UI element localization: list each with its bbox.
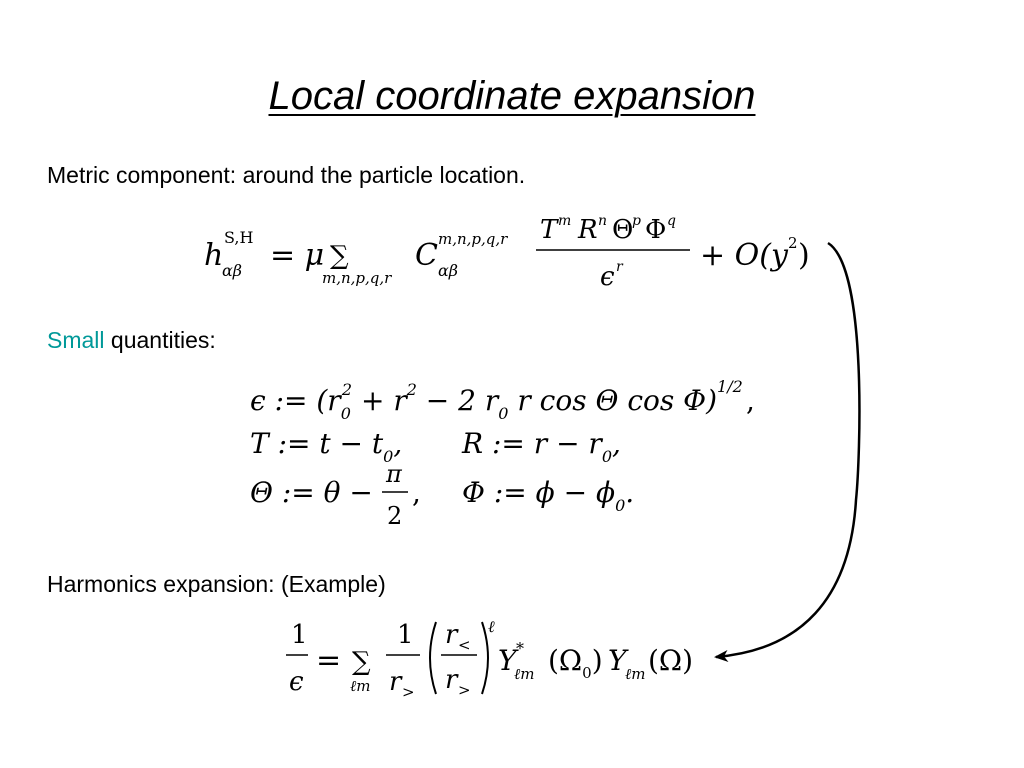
eps-part-c: − 2 r (416, 384, 499, 417)
Y1-arg-open: (Ω (548, 644, 583, 677)
slide-title: Local coordinate expansion (268, 74, 756, 118)
eps-sup-2a: 2 (341, 380, 353, 399)
equals-mu: = μ (270, 238, 325, 273)
h-superscript: S,H (224, 228, 254, 247)
eps-part-d: r cos Θ cos Φ) (508, 384, 718, 417)
T-definition (250, 427, 402, 466)
Y-star-subscript: ℓm (514, 665, 535, 683)
Y-star-symbol: Y (498, 644, 517, 677)
frac2-numerator: 1 (397, 620, 414, 650)
R-def-text: R := r − r (462, 427, 602, 460)
small-quantities-equations (250, 377, 755, 530)
exp-n: n (598, 213, 608, 229)
exp-m: m (558, 213, 572, 229)
sum-symbol: ∑ (330, 241, 349, 271)
harmonics-equals: = (316, 643, 342, 678)
small-label-rest: quantities: (104, 327, 216, 353)
Y-star-superscript: * (516, 639, 524, 658)
ratio-numerator: r (445, 620, 458, 650)
frac1-numerator: 1 (291, 620, 308, 650)
Y1-arg-sub: 0 (582, 664, 592, 682)
eps-sup-2b: 2 (406, 380, 417, 399)
Y-subscript: ℓm (625, 665, 646, 683)
pi-denominator: 2 (387, 502, 403, 530)
R-comma: , (612, 427, 621, 460)
eps-sub-0b: 0 (498, 404, 509, 423)
C-superscript: m,n,p,q,r (438, 230, 508, 248)
C-subscript: αβ (438, 261, 459, 280)
eps-part-b: + r (352, 384, 407, 417)
T-def-text: T := t − t (250, 427, 384, 460)
sum-subscript: m,n,p,q,r (322, 269, 392, 287)
frac2-denominator-sub: > (402, 683, 415, 701)
big-O-close: ) (798, 238, 810, 273)
h-symbol: h (204, 238, 224, 273)
numerator-R: R (578, 215, 598, 245)
Y-star-argument (548, 644, 603, 682)
left-paren (430, 622, 436, 694)
harmonics-sum: ∑ (352, 647, 371, 677)
ratio-denominator: r (445, 665, 458, 695)
ratio-power: ℓ (488, 617, 495, 636)
Y-symbol: Y (608, 644, 627, 677)
h-subscript: αβ (222, 261, 243, 280)
R-definition (461, 427, 621, 466)
eps-sub-0a: 0 (340, 404, 351, 423)
Y-argument: (Ω) (648, 644, 694, 677)
frac2-denominator: r (389, 667, 402, 697)
T-sub-0: 0 (383, 447, 394, 466)
Phi-dot: . (625, 476, 635, 509)
harmonics-equation (286, 617, 693, 701)
denominator-epsilon: ϵ (600, 262, 615, 292)
frac1-denominator: ϵ (289, 667, 304, 697)
T-comma: , (393, 427, 403, 460)
eps-exponent: 1/2 (717, 377, 743, 396)
R-sub-0: 0 (601, 447, 612, 466)
Theta-comma: , (412, 476, 421, 509)
Phi-def-text: Φ := ϕ − ϕ (462, 476, 616, 509)
Y1-arg-close: ) (591, 644, 603, 677)
C-symbol: C (415, 238, 438, 273)
exp-p: p (632, 213, 641, 229)
pi-numerator: π (386, 460, 402, 488)
exp-r: r (616, 259, 623, 275)
big-O-exponent: 2 (788, 234, 798, 252)
metric-label: Metric component: around the particle location. (47, 162, 526, 188)
ratio-numerator-sub: < (458, 636, 471, 654)
metric-equation (204, 213, 810, 292)
eps-part-a: ϵ := (r (250, 384, 341, 417)
big-O-term: + O(y (700, 238, 788, 273)
epsilon-definition (250, 377, 743, 423)
Phi-definition (462, 476, 634, 515)
numerator-T: T (540, 215, 558, 245)
ratio-denominator-sub: > (458, 681, 471, 699)
numerator-Phi: Φ (645, 215, 667, 245)
Phi-sub-0: 0 (615, 496, 626, 515)
exp-q: q (667, 213, 676, 229)
harmonics-label: Harmonics expansion: (Example) (47, 571, 386, 597)
small-accent-word: Small (47, 327, 105, 353)
harmonics-sum-sub: ℓm (350, 677, 371, 695)
numerator-Theta: Θ (612, 215, 634, 245)
eps-comma: , (746, 384, 755, 417)
Theta-definition: Θ := θ − (250, 476, 373, 509)
curved-arrow-connector (716, 243, 859, 657)
